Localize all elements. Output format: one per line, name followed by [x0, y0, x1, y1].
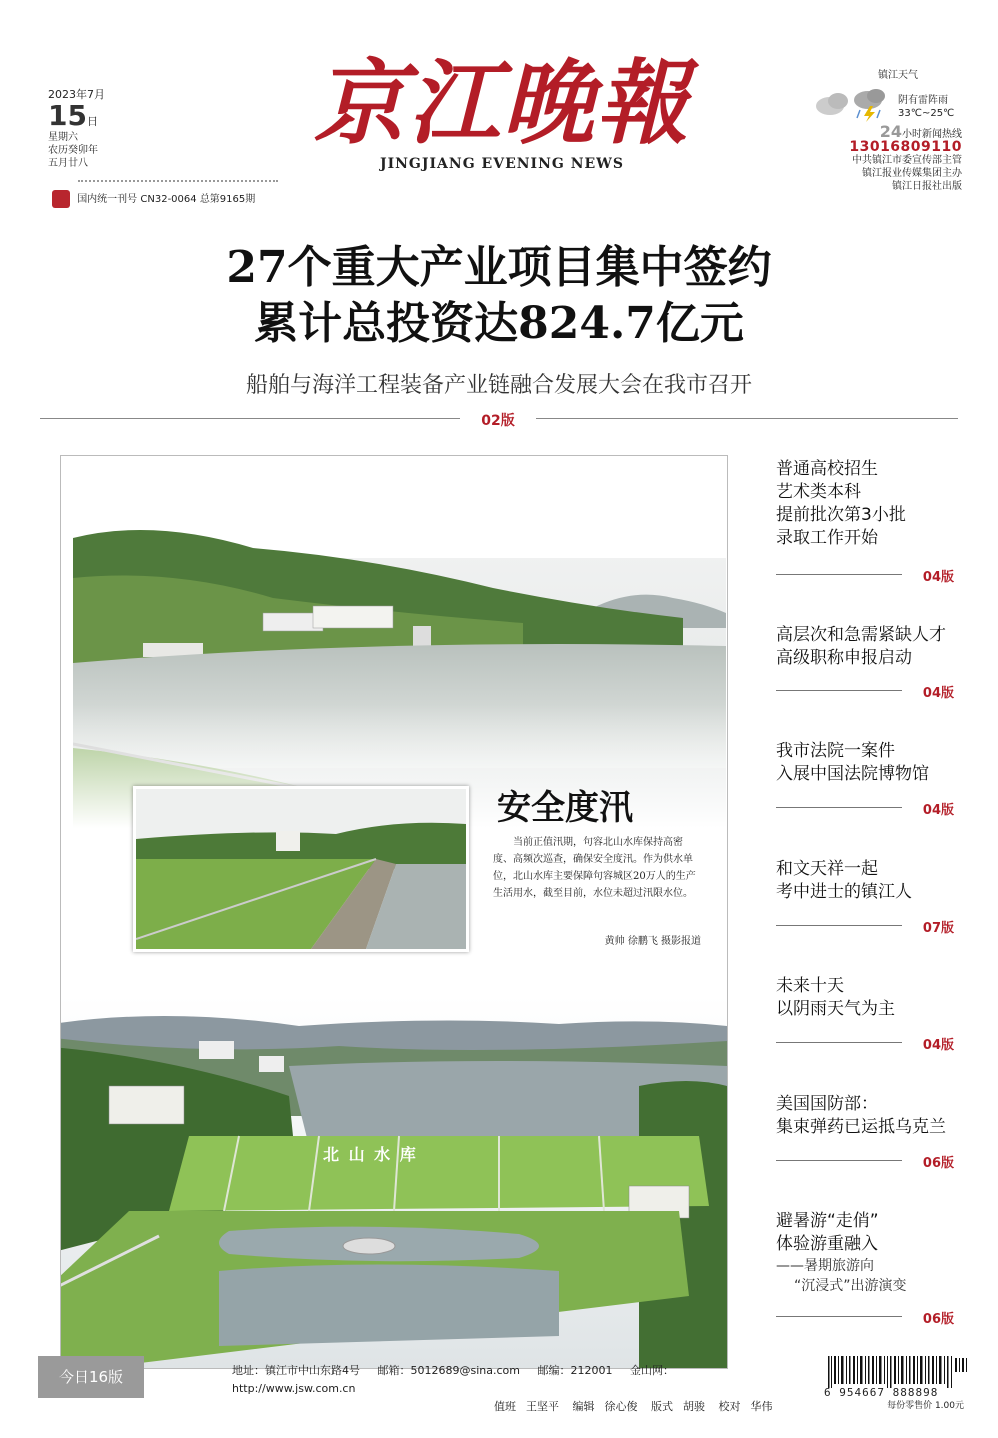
- masthead-english: JINGJIANG EVENING NEWS: [379, 156, 625, 172]
- news-hotline: [812, 122, 962, 193]
- contents-item-title: 美国国防部：: [776, 1094, 878, 1114]
- paper-logo-icon: [52, 190, 70, 208]
- contents-item[interactable]: [776, 1210, 976, 1328]
- publisher-line-2: 镇江报业传媒集团主办: [862, 168, 962, 179]
- divider: [776, 925, 902, 926]
- date-weekday: 星期六: [48, 132, 78, 143]
- headline-line-2: 累计总投资达824.7亿元: [254, 298, 744, 349]
- contents-item[interactable]: [776, 975, 976, 1054]
- contents-item[interactable]: [776, 1093, 976, 1172]
- publisher-line-3: 镇江日报社出版: [892, 181, 962, 192]
- contents-item-title: 提前批次第3小批: [776, 505, 906, 525]
- contents-item-title: 未来十天: [776, 976, 844, 996]
- divider: [776, 690, 902, 691]
- divider: [776, 1160, 902, 1161]
- contents-item[interactable]: [776, 458, 976, 586]
- issue-date: [48, 88, 138, 170]
- issue-cn-number: CN32-0064: [140, 194, 197, 205]
- retail-price: 每份零售价 1.00元: [887, 1401, 964, 1411]
- thunderstorm-icon: [812, 86, 892, 122]
- divider: [776, 1042, 902, 1043]
- contents-item-title: 体验游重融入: [776, 1234, 878, 1254]
- contents-item-title: 艺术类本科: [776, 482, 861, 502]
- contents-page-ref[interactable]: 07版: [922, 921, 954, 936]
- issue-cn-label: 国内统一刊号: [77, 194, 138, 205]
- contents-item-title: 避暑游“走俏”: [776, 1211, 879, 1231]
- footer-postcode: 邮编：212001: [537, 1364, 613, 1377]
- weather-label: 镇江天气: [878, 70, 918, 81]
- divider: [776, 807, 902, 808]
- feature-title[interactable]: 安全度汛: [497, 788, 633, 828]
- contents-item[interactable]: [776, 624, 976, 702]
- footer-info: [232, 1362, 792, 1416]
- duty-name: 王坚平: [526, 1400, 559, 1413]
- contents-page-ref[interactable]: 04版: [922, 803, 954, 818]
- weather-condition: 阴有雷阵雨: [898, 95, 948, 106]
- editor-label: 编辑: [572, 1400, 595, 1413]
- divider: [40, 418, 460, 419]
- contents-item-title: 我市法院一案件: [776, 741, 895, 761]
- barcode-icon: [824, 1356, 974, 1390]
- contents-item-subtitle: “沉浸式”出游演变: [794, 1278, 907, 1294]
- reservoir-dam-photo: [133, 786, 469, 952]
- contents-item-title: 高级职称申报启动: [776, 648, 912, 668]
- issue-number: [52, 190, 255, 208]
- contents-page-ref[interactable]: 06版: [922, 1156, 954, 1171]
- footer-email[interactable]: 邮箱：5012689@sina.com: [377, 1364, 520, 1377]
- date-year-month: 2023年7月: [48, 88, 105, 101]
- feature-credit: 黄帅 徐鹏飞 摄影报道: [604, 936, 701, 947]
- barcode-number: 6 954667 888898: [824, 1386, 939, 1399]
- divider: [78, 180, 278, 182]
- proof-label: 校对: [718, 1400, 741, 1413]
- contents-page-ref[interactable]: 06版: [922, 1312, 954, 1327]
- lead-subheadline: 船舶与海洋工程装备产业链融合发展大会在我市召开: [245, 373, 752, 398]
- contents-item-subtitle: ——暑期旅游向: [776, 1258, 874, 1274]
- pages-today-badge: 今日16版: [38, 1356, 144, 1398]
- contents-item[interactable]: [776, 740, 976, 819]
- date-lunar-day: 五月廿八: [48, 158, 88, 169]
- masthead: [292, 48, 712, 172]
- contents-item-title: 入展中国法院博物馆: [776, 764, 929, 784]
- reservoir-aerial-photo: [60, 996, 727, 1368]
- feature-caption: 当前正值汛期，句容北山水库保持高密度、高频次巡查，确保安全度汛。作为供水单位，北山水库主要保障句容城区20万人的生产生活用水，截至目前，水位未超过汛限水位。: [493, 837, 696, 899]
- lawn-lettering: 北 山 水 库: [323, 1145, 418, 1164]
- date-day: 15: [48, 99, 87, 132]
- hotline-hours: 24: [879, 122, 902, 141]
- footer-address: 地址：镇江市中山东路4号: [232, 1364, 360, 1377]
- date-lunar-year: 农历癸卯年: [48, 145, 98, 156]
- contents-item-title: 和文天祥一起: [776, 859, 878, 879]
- photo-feature: [60, 455, 728, 1369]
- lead-page-ref[interactable]: 02版: [481, 413, 515, 429]
- weather-temperature: 33℃~25℃: [898, 108, 955, 119]
- duty-label: 值班: [494, 1400, 516, 1413]
- contents-item[interactable]: [776, 858, 976, 937]
- hotline-label: 小时新闻热线: [902, 129, 962, 140]
- contents-page-ref[interactable]: 04版: [922, 686, 954, 701]
- contents-item-title: 普通高校招生: [776, 459, 878, 479]
- contents-page-ref[interactable]: 04版: [922, 1038, 954, 1053]
- issue-total: 总第9165期: [199, 194, 256, 205]
- masthead-title: 京江晚報: [313, 49, 690, 157]
- divider: [536, 418, 958, 419]
- date-day-suffix: 日: [86, 115, 98, 128]
- contents-item-title: 高层次和急需紧缺人才: [776, 625, 946, 645]
- contents-page-ref[interactable]: 04版: [922, 570, 954, 585]
- divider: [776, 574, 902, 575]
- divider: [776, 1316, 902, 1317]
- lead-headline[interactable]: [0, 240, 998, 352]
- contents-item-title: 录取工作开始: [776, 528, 878, 548]
- contents-item-title: 考中进士的镇江人: [776, 882, 912, 902]
- proof-name: 华伟: [750, 1400, 773, 1413]
- publisher-line-1: 中共镇江市委宣传部主管: [852, 155, 962, 166]
- hotline-phone: 13016809110: [849, 139, 962, 155]
- contents-item-title: 集束弹药已运抵乌克兰: [776, 1117, 946, 1137]
- contents-item-title: 以阴雨天气为主: [776, 999, 895, 1019]
- layout-name: 胡骏: [683, 1400, 705, 1413]
- editor-name: 徐心俊: [604, 1400, 638, 1413]
- layout-label: 版式: [651, 1400, 673, 1413]
- headline-line-1: 27个重大产业项目集中签约: [226, 242, 772, 293]
- footer-website[interactable]: 金山网：http://www.jsw.com.cn: [232, 1364, 674, 1395]
